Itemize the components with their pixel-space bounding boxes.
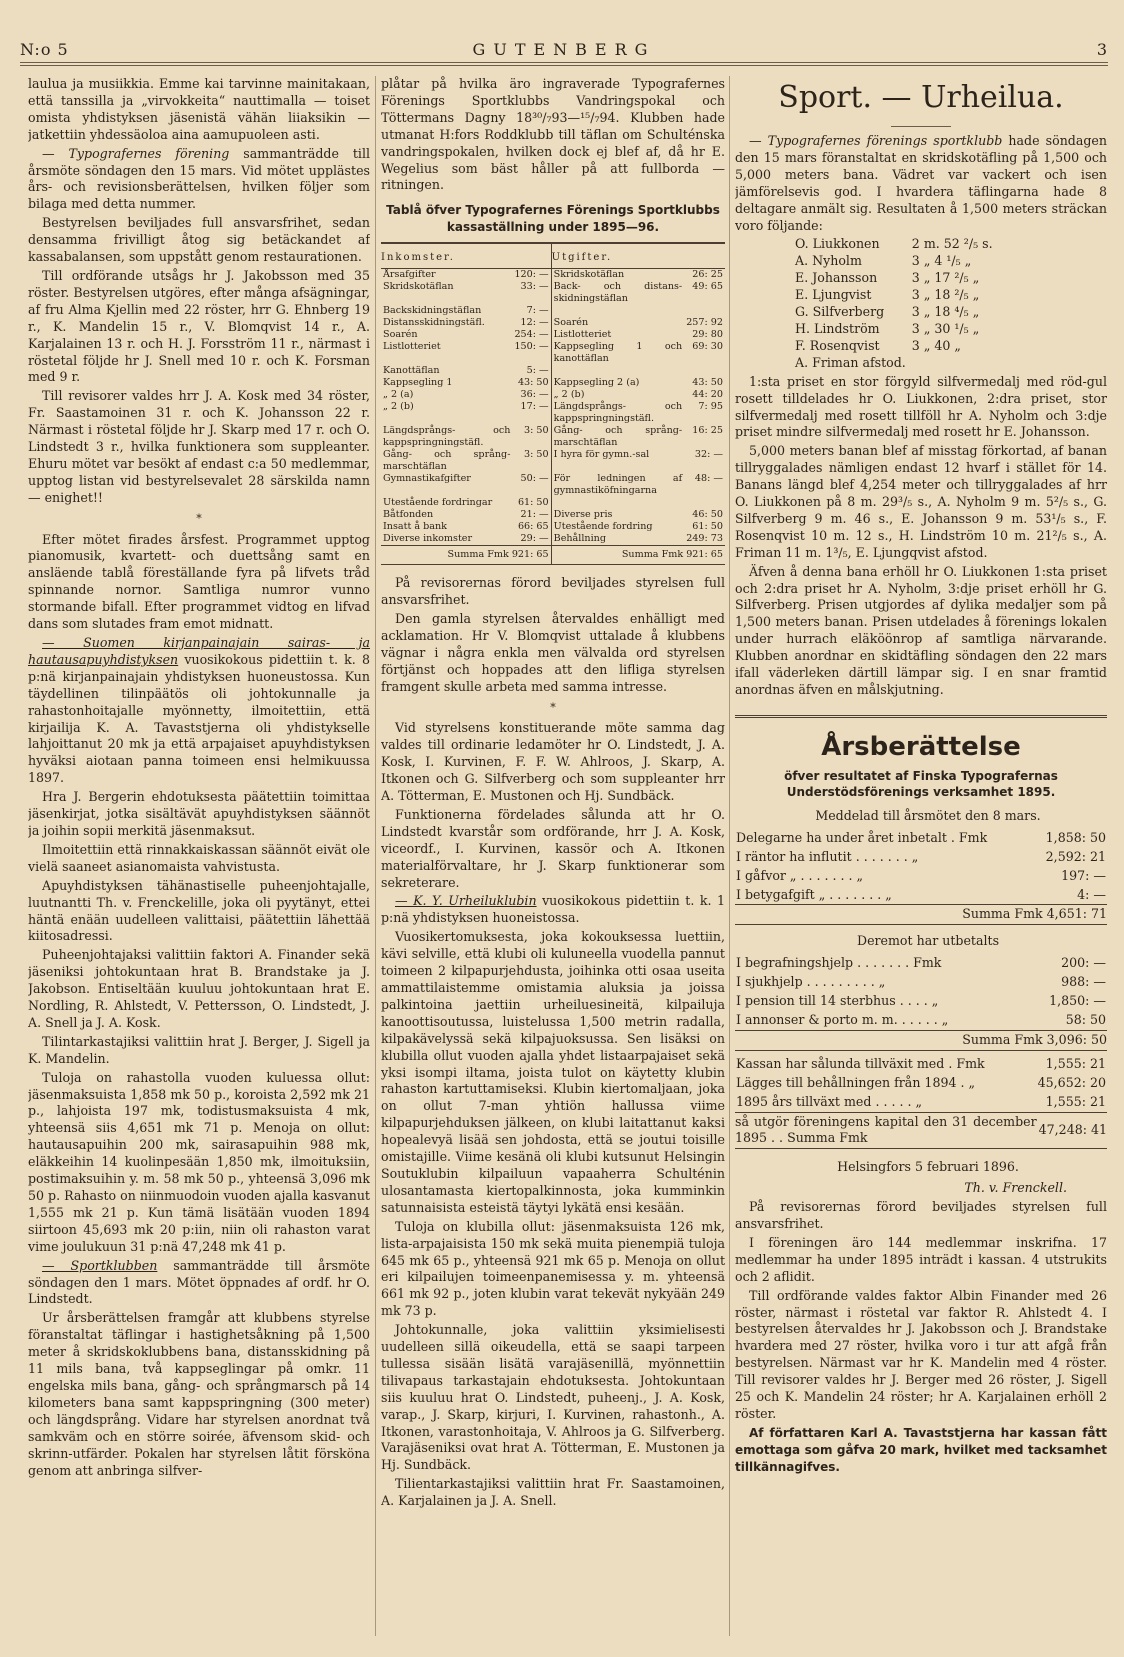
income-label: Längdsprångs- och kappspringningstäfl. bbox=[383, 425, 511, 449]
income-value: 7: — bbox=[512, 305, 551, 317]
income-label: Diverse inkomster bbox=[383, 533, 473, 545]
income-label: Skridskotäflan bbox=[383, 281, 454, 293]
section-star: * bbox=[550, 700, 556, 714]
result-name: F. Rosenqvist bbox=[795, 337, 880, 353]
expense-label: För ledningen af gymnastiköfningarna bbox=[553, 473, 683, 497]
paragraph: Tilientarkastajiksi valittiin hrat Fr. Saastamoinen, A. Karjalainen ja J. A. Snell. bbox=[381, 1476, 725, 1509]
capital-value: 47,248: 41 bbox=[1037, 1112, 1107, 1149]
expense-label: Listlotteriet bbox=[553, 329, 612, 341]
paragraph: Tilintarkastajiksi valittiin hrat J. Berger, J. Sigell ja K. Mandelin. bbox=[28, 1033, 370, 1066]
expense-label: Behållning bbox=[553, 533, 606, 545]
income-value: 21: — bbox=[512, 509, 551, 521]
balance-row bbox=[735, 1055, 1107, 1074]
expense-value bbox=[684, 305, 725, 317]
paragraph: Den gamla styrelsen återvaldes enhälligt med acklamation. Hr V. Blomqvist uttalade å klubbens vägnar i några enkla men välvalda ord styrelsen förtjänst och hoppades att den lifliga styrelsen framgent skulle arbeta med samma intresse. bbox=[381, 610, 725, 694]
place-date: Helsingfors 5 februari 1896. bbox=[837, 1159, 1019, 1175]
expense-value: 16: 25 bbox=[692, 425, 723, 437]
table-row bbox=[381, 509, 725, 521]
paragraph: Till ordförande utsågs hr J. Jakobsson med 35 röster. Bestyrelsen utgöres, efter många afsägningar, af fru Alma Kjellin med 22 röster, hrr G. Ehnberg 19 r., K. Mandelin 15 r., V. Blomqvist 14 r., A. Karjalainen 13 r. och H. J. Forsström 11 r., närmast i röstetal följde hr J. Snell med 10 r. och K. Forsman med 9 r. bbox=[28, 267, 370, 385]
paragraph: Hra J. Bergerin ehdotuksesta päätettiin toimittaa jäsenkirjat, jotka sisältävät apuyhdistyksen säännöt ja joihin sopii merkitä jäsenmaksut. bbox=[28, 789, 370, 838]
section-star: * bbox=[196, 511, 202, 525]
income-label: I betygafgift „ . . . . . . . „ bbox=[736, 886, 892, 902]
paid-value: 58: 50 bbox=[1065, 1011, 1106, 1027]
title-rule bbox=[891, 126, 951, 127]
paragraph bbox=[28, 635, 370, 787]
income-value: 29: — bbox=[512, 533, 551, 546]
article-text: vuosikokous pidettiin t. k. 1 p:nä yhdistyksen huoneistossa. bbox=[381, 893, 725, 926]
income-label: „ 2 (b) bbox=[383, 401, 414, 413]
article-lead: — K. Y. Urheiluklubin bbox=[395, 893, 537, 909]
ledger-table bbox=[381, 242, 725, 565]
table-row bbox=[381, 521, 725, 533]
expense-value: 29: 80 bbox=[692, 329, 723, 341]
article-lead: — Typografernes förenings sportklubb bbox=[749, 133, 1003, 148]
balance-value: 1,555: 21 bbox=[1045, 1055, 1106, 1071]
result-name: O. Liukkonen bbox=[795, 236, 880, 252]
table-row bbox=[381, 401, 725, 425]
paid-label: I begrafningshjelp . . . . . . . Fmk bbox=[736, 955, 942, 971]
expense-label: Kappsegling 2 (a) bbox=[553, 377, 640, 389]
income-label: Delegarne ha under året inbetalt . Fmk bbox=[736, 829, 988, 845]
income-value: 150: — bbox=[512, 341, 551, 365]
income-value: 12: — bbox=[512, 317, 551, 329]
result-row bbox=[795, 321, 999, 338]
expense-value: 43: 50 bbox=[692, 377, 723, 389]
article-lead: — Sportklubben bbox=[42, 1257, 158, 1273]
income-value: 33: — bbox=[512, 281, 551, 305]
expense-value bbox=[684, 365, 725, 377]
paid-value: 200: — bbox=[1061, 955, 1106, 971]
paragraph: Ur årsberättelsen framgår att klubbens styrelse föranstaltat täflingar i hastighetsåkning på 1,500 meter å skridskoklubbens bana, distansskidning på 11 mils bana, två kappseglingar på omkr. 11 engelska mils bana, gång- och språngmarsch på 14 kilometers bana samt kappspringning (300 meter) och längdsprång. Vidare har styrelsen anordnat två samkväm och en större soirée, äfvensom skid- och skrinn-utfärder. Pokalen har styrelsen låtit förskönа genom att anbringa silfver- bbox=[28, 1310, 370, 1478]
paragraph: laulua ja musiikkia. Emme kai tarvinne mainitakaan, että tanssilla ja „virvokkeita“ nauttimalla — toiset omista yhdistyksen jäsenistä vähän liiaksikin — jatkettiin yhdessäoloa aina aamupuoleen asti. bbox=[28, 76, 370, 142]
result-name: A. Nyholm bbox=[795, 253, 862, 269]
table-row bbox=[381, 449, 725, 473]
paid-row bbox=[735, 1011, 1107, 1030]
table-row bbox=[381, 281, 725, 305]
income-label: Soarén bbox=[383, 329, 418, 341]
balance-row bbox=[735, 1093, 1107, 1112]
expense-value: 46: 50 bbox=[692, 509, 723, 521]
result-name: E. Johansson bbox=[795, 270, 878, 286]
paragraph bbox=[28, 1258, 370, 1309]
table-row bbox=[381, 425, 725, 449]
income-row bbox=[735, 886, 1107, 905]
page-header bbox=[20, 36, 1108, 62]
income-value: 197: — bbox=[1061, 867, 1106, 883]
income-row bbox=[735, 848, 1107, 867]
income-label: Listlotteriet bbox=[383, 341, 441, 353]
paragraph: Johtokunnalle, joka valittiin yksimielisesti uudelleen sillä oikeudella, että se saapi tarpeen tullessa sisään lisätä varajäsenillä, myönnettiin tilivapaus tarkastajain ehdotuksesta. Johtokuntaan siis kuuluu hrat O. Lindstedt, puheenj., J. A. Kosk, varap., J. Skarp, kirjuri, I. Kurvinen, rahastonh., A. Itkonen, varastonhoitaja, V. Ahlroos ja G. Silfverberg. Varajäseniksi ovat hrat A. Tötterman, E. Mustonen ja Hj. Sundbäck. bbox=[381, 1322, 725, 1473]
expense-value: 48: — bbox=[694, 473, 723, 485]
income-account bbox=[735, 829, 1107, 926]
income-value: 50: — bbox=[512, 473, 551, 497]
result-row bbox=[795, 287, 999, 304]
masthead-title: GUTENBERG bbox=[472, 40, 656, 59]
issue-number: N:o 5 bbox=[20, 40, 69, 59]
paid-value: 988: — bbox=[1061, 974, 1106, 990]
result-name: H. Lindström bbox=[795, 320, 880, 336]
table-row bbox=[381, 329, 725, 341]
section-rule bbox=[735, 715, 1107, 718]
income-value: 66: 65 bbox=[512, 521, 551, 533]
income-label: Gymnastikafgifter bbox=[383, 473, 471, 485]
income-account-sum: Summa Fmk 4,651: 71 bbox=[735, 905, 1107, 925]
paragraph: Till revisorer valdes hrr J. A. Kosk med 34 röster, Fr. Saastamoinen 31 r. och K. Johansson 22 r. Närmast i röstetal följde hr J. Skarp med 17 r. och O. Lindstedt 3 r., hvilka funktionera som suppleanter. Ehuru mötet var besökt af endast c:a 50 medlemmar, upptog listan vid bestyrelsevalet 28 särskilda namn — enighet!! bbox=[28, 388, 370, 505]
paid-row bbox=[735, 954, 1107, 973]
income-value: 120: — bbox=[512, 269, 551, 282]
paragraph: Till ordförande valdes faktor Albin Finander med 26 röster, närmast i röstetal var faktor R. Ahlstedt 4. I bestyrelsen återvaldes hr J. Jakobsson och J. Brandstake hvardera med 27 röster, hvilka voro i tur att afgå från bestyrelsen. Närmast var hr K. Mandelin med 4 röster. Till revisorer valdes hr J. Berger med 26 röster, J. Sigell 25 och K. Mandelin 24 röster; hr A. Karjalainen erhöll 2 röster. bbox=[735, 1287, 1107, 1421]
paragraph: På revisorernas förord beviljades styrelsen full ansvarsfrihet. bbox=[381, 575, 725, 608]
paid-account-sum: Summa Fmk 3,096: 50 bbox=[735, 1030, 1107, 1050]
article-text: hade söndagen den 15 mars föranstaltat en skridskotäfling på 1,500 och 5,000 meters bana. Vädret var vackert och isen jämförelsevis god. I hvardera täflingarna hade 8 deltagare anmält sig. Resultaten å 1,500 meters sträckan voro följande: bbox=[735, 133, 1107, 233]
expense-label: Soarén bbox=[553, 317, 589, 329]
table-row bbox=[381, 365, 725, 377]
paid-row bbox=[735, 992, 1107, 1011]
paragraph: På revisorernas förord beviljades styrelsen full ansvarsfrihet. bbox=[735, 1199, 1107, 1232]
income-sum: Summa Fmk 921: 65 bbox=[381, 546, 551, 565]
expense-label: Back- och distans-skidningstäflan bbox=[553, 281, 683, 305]
income-value: 17: — bbox=[512, 401, 551, 425]
balance-value: 1,555: 21 bbox=[1045, 1093, 1106, 1109]
result-row bbox=[795, 253, 999, 270]
expense-label: Längdsprångs- och kappspringningstäfl. bbox=[553, 401, 683, 425]
expense-value: 257: 92 bbox=[686, 317, 723, 329]
result-time bbox=[912, 355, 999, 372]
result-row bbox=[795, 355, 999, 372]
income-header: Inkomster. bbox=[381, 243, 551, 269]
result-name: G. Silfverberg bbox=[795, 304, 885, 320]
income-label: Gång- och språng-marschtäflan bbox=[383, 449, 511, 473]
page-number: 3 bbox=[1096, 40, 1108, 59]
expense-label bbox=[551, 497, 684, 509]
income-value: 3: 50 bbox=[512, 425, 551, 449]
result-row bbox=[795, 304, 999, 321]
report-title: Årsberättelse bbox=[821, 731, 1021, 762]
income-value: 3: 50 bbox=[512, 449, 551, 473]
paragraph: Af författaren Karl A. Tavaststjerna har kassan fått emottaga som gåfva 20 mark, hvilket med tacksamhet tillkännagifves. bbox=[735, 1425, 1107, 1474]
income-value: 4: — bbox=[1077, 886, 1106, 902]
capital-label: så utgör föreningens kapital den 31 december 1895 . . Summa Fmk bbox=[735, 1112, 1037, 1149]
income-value: 5: — bbox=[512, 365, 551, 377]
result-name: A. Friman afstod. bbox=[795, 354, 906, 370]
paragraph: Vid styrelsens konstituerande möte samma dag valdes till ordinarie ledamöter hr O. Lindstedt, J. A. Kosk, I. Kurvinen, F. F. W. Ahlroos, J. Skarp, A. Itkonen och G. Silfverberg och som suppleanter hrr A. Tötterman, E. Mustonen och Hj. Sundbäck. bbox=[381, 720, 725, 804]
table-row bbox=[381, 341, 725, 365]
income-value: 43: 50 bbox=[512, 377, 551, 389]
paragraph: 1:sta priset en stor förgyld silfvermedalj med röd-gul rosett tilldelades hr O. Liukkonen, 2:dra priset, stor silfvermedalj med rosett tillföll hr A. Nyholm och 3:dje priset mindre silfvermedalj med rosett hr E. Johansson. bbox=[735, 373, 1107, 440]
income-row bbox=[735, 867, 1107, 886]
paragraph: Äfven å denna bana erhöll hr O. Liukkonen 1:sta priset och 2:dra priset hr A. Nyholm, 3:dje priset erhöll hr G. Silfverberg. Prisen utgjordes af dylika medaljer som på 1,500 meters banan. Prisen utdelades å förenings lokalen under hurrach eläköönrop af samtliga närvarande. Klubben anordnar en skidtäfling söndagen den 22 mars ifall väderleken därtill lämpar sig. I en snar framtid anordnas äfven en målskjutning. bbox=[735, 563, 1107, 697]
income-label: I gåfvor „ . . . . . . . „ bbox=[736, 867, 864, 883]
paid-value: 1,850: — bbox=[1049, 993, 1106, 1009]
article-text: sammanträdde till årsmöte söndagen den 15 mars. Vid mötet upplästes års- och revisionsberättelsen, hvilken följer som bilaga med detta nummer. bbox=[28, 145, 370, 212]
paragraph: Efter mötet firades årsfest. Programmet upptog pianomusik, kvartett- och duettsång samt en ansläende tablå föreställande fyra på lifvets tråd spinnande nornor. Samtliga numror vunno stormande bifall. Efter programmet vidtog en lifvad dans som slutades fram emot midnatt. bbox=[28, 531, 370, 632]
column-3 bbox=[735, 76, 1107, 1644]
income-label: Backskidningstäflan bbox=[383, 305, 482, 317]
expense-label: Skridskotäflan bbox=[553, 269, 625, 281]
table-row bbox=[381, 317, 725, 329]
results-table bbox=[795, 236, 999, 371]
expense-value: 61: 50 bbox=[692, 521, 723, 533]
paragraph: Vuosikertomuksesta, joka kokouksessa luettiin, kävi selville, että klubi oli kuluneella vuodella pannut toimeen 2 kilpapurjehdusta, joihinka otti osaa useita ammattilaistemme omistamia aluksia ja joissa palkintoina jaettiin urheiluesineitä, kilpailuja kanoottisoutussa, luistelussa 1,500 metrin radalla, kilpakävelyssä sekä kilpajuoksussa. Sen lisäksi on klubilla ollut vuoden ajalla yhdet listaarpajaiset sekä yksi isompi iltama, joista tulot on käytetty klubin rahaston kartuttamiseksi. Klubin kiertomaljaan, joka on ollut 7-man yhtiön hallussa viime kilpapurjehduksen jälkeen, on klubi laitattanut kaksi hopealevyä lisää sen johdosta, että se joutui toisille omistajille. Viime kesänä oli klubi kutsunut Helsingin Soutuklubin kilpailuun vapaaherra Schulténin ulosantamasta kiertopalkinnosta, joka kumminkin satunnaisista esteistä täytyi lykätä ensi kesään. bbox=[381, 929, 725, 1215]
expense-label: Diverse pris bbox=[553, 509, 613, 521]
income-label: Båtfonden bbox=[383, 509, 434, 521]
expense-value: 7: 95 bbox=[698, 401, 723, 413]
expense-label: I hyra för gymn.-sal bbox=[553, 449, 650, 461]
expense-label: Kappsegling 1 och kanottäflan bbox=[553, 341, 683, 365]
expense-value: 26: 25 bbox=[692, 269, 723, 281]
table-title: Tablå öfver Typografernes Förenings Sportklubbs kassaställning under 1895—96. bbox=[386, 203, 720, 235]
paid-label: I pension till 14 sterbhus . . . . „ bbox=[736, 993, 939, 1009]
expense-label bbox=[551, 365, 684, 377]
result-time: 3 „ 17 ²/₅ „ bbox=[911, 270, 980, 286]
income-row bbox=[735, 829, 1107, 848]
paragraph: Ilmoitettiin että rinnakkaiskassan säännöt eivät ole vielä saaneet asianomaista vahvistusta. bbox=[28, 841, 370, 874]
paid-heading: Deremot har utbetalts bbox=[856, 933, 1000, 949]
expense-value bbox=[684, 497, 725, 509]
balance-label: Lägges till behållningen från 1894 . „ bbox=[736, 1074, 976, 1090]
paragraph: I föreningen äro 144 medlemmar inskrifna. 17 medlemmar ha under 1895 inträdt i kassan. 4 utstrukits och 2 aflidit. bbox=[735, 1234, 1107, 1284]
table-row bbox=[381, 269, 725, 282]
report-meeting-note: Meddelad till årsmötet den 8 mars. bbox=[815, 807, 1041, 823]
paragraph: Tuloja on klubilla ollut: jäsenmaksuista 126 mk, lista-arpajaisista 150 mk sekä muita pienempiä tuloja 645 mk 65 p., yhteensä 921 mk 65 p. Menoja on ollut eri kilpailujen toimeenpanemisessa y. m. yhteensä 661 mk 92 p., joten klubin varat tekevät nykyään 249 mk 73 p. bbox=[381, 1218, 725, 1319]
paragraph: Puheenjohtajaksi valittiin faktori A. Finander sekä jäseniksi johtokuntaan hrat B. Brandstake ja J. Jakobson. Entiseltään kuuluu johtokuntaan hrat E. Nordling, R. Ahlstedt, V. Pettersson, O. Lindstedt, J. A. Snell ja J. A. Kosk. bbox=[28, 947, 370, 1030]
income-value: 36: — bbox=[512, 389, 551, 401]
article-text: sammanträdde till årsmöte söndagen den 1 mars. Mötet öppnades af ordf. hr O. Lindstedt. bbox=[28, 1257, 370, 1307]
expense-value: 69: 30 bbox=[692, 341, 723, 353]
expense-value: 32: — bbox=[694, 449, 723, 461]
paragraph: Apuyhdistyksen tähänastiselle puheenjohtajalle, luutnantti Th. v. Frenckelille, joka oli pyytänyt, ettei häntä enään uudelleen valittaisi, päätettiin lähettää kiitosadressi. bbox=[28, 877, 370, 944]
table-row bbox=[381, 497, 725, 509]
expense-label: Gång- och språng-marschtäflan bbox=[553, 425, 683, 449]
balance-row bbox=[735, 1074, 1107, 1093]
expense-value: 49: 65 bbox=[692, 281, 723, 293]
report-subtitle: öfver resultatet af Finska Typografernas Understödsförenings verksamhet 1895. bbox=[784, 768, 1058, 799]
table-row bbox=[381, 389, 725, 401]
result-time: 3 „ 40 „ bbox=[911, 337, 961, 353]
paragraph: Tuloja on rahastolla vuoden kuluessa ollut: jäsenmaksuista 1,858 mk 50 p., koroista 2,592 mk 21 p., lahjoista 197 mk, todistusmaksuista 4 mk, yhteensä siis 4,651 mk 71 p. Menoja on ollut: hautausapuihin 200 mk, sairasapuihin 988 mk, eläkkeihin 14 kuolinpesään 1,850 mk, ilmoituksiin, postimaksuihin y. m. 58 mk 50 p., yhteensä 3,096 mk 50 p. Rahasto on niinmuodoin vuoden ajalla kasvanut 1,555 mk 21 p. Kun tämä lisätään vuoden 1894 siirtoon 45,693 mk 20 p:iin, niin oli rahaston varat vime joulukuun 31 p:nä 47,248 mk 41 p. bbox=[28, 1069, 370, 1254]
paragraph bbox=[735, 133, 1107, 234]
result-time: 3 „ 18 ⁴/₅ „ bbox=[911, 304, 980, 320]
result-name: E. Ljungvist bbox=[795, 287, 872, 303]
paragraph: Bestyrelsen beviljades full ansvarsfrihet, sedan densamma frivilligt åtog sig betäckandet af kassabalansen, som uppstått genom restaurationen. bbox=[28, 215, 370, 265]
column-2 bbox=[381, 76, 725, 1644]
expense-label bbox=[551, 305, 684, 317]
paid-row bbox=[735, 973, 1107, 992]
column-divider bbox=[375, 76, 376, 1636]
expense-value: 44: 20 bbox=[692, 389, 723, 401]
expense-label: „ 2 (b) bbox=[553, 389, 585, 401]
result-row bbox=[795, 338, 999, 355]
result-row bbox=[795, 270, 999, 287]
expense-label: Utestående fordring bbox=[553, 521, 653, 533]
column-divider bbox=[729, 76, 730, 1636]
paid-label: I sjukhjelp . . . . . . . . . „ bbox=[736, 974, 886, 990]
paid-account bbox=[735, 954, 1107, 1051]
balance-label: Kassan har sålunda tillväxit med . Fmk bbox=[736, 1055, 985, 1071]
paragraph: Funktionerna fördelades sålunda att hr O. Lindstedt kvarstår som ordförande, hrr J. A. Kosk, viceordf., I. Kurvinen, kassör och A. Itkonen materialförvaltare, hr J. Skarp funktionerar som sekreterare. bbox=[381, 806, 725, 890]
section-title: Sport. — Urheilua. bbox=[778, 80, 1064, 115]
table-row bbox=[381, 473, 725, 497]
paragraph: 5,000 meters banan blef af misstag förkortad, af banan tillryggalades nämligen endast 12 hvarf i stället för 14. Banans längd blef 4,254 meter och tillryggalades af hrr O. Liukkonen på 8 m. 29³/₅ s., A. Nyholm 9 m. 5²/₅ s., G. Silfverberg 9 m. 46 s., E. Johansson 9 m. 53¹/₅ s., F. Rosenqvist 10 m. 12 s., H. Lindström 10 m. 21²/₅ s., A. Friman 11 m. 1³/₅, E. Ljungqvist afstod. bbox=[735, 443, 1107, 560]
income-label: Årsafgifter bbox=[383, 269, 436, 281]
income-label: Kanottäflan bbox=[383, 365, 440, 377]
table-row bbox=[381, 533, 725, 546]
balance-value: 45,652: 20 bbox=[1037, 1074, 1106, 1090]
signature: Th. v. Frenckell. bbox=[964, 1180, 1067, 1196]
income-label: Distansskidningstäfl. bbox=[383, 317, 485, 329]
income-value: 254: — bbox=[512, 329, 551, 341]
expense-header: Utgifter. bbox=[551, 243, 725, 269]
paragraph bbox=[381, 893, 725, 927]
income-label: Insatt å bank bbox=[383, 521, 447, 533]
income-label: Kappsegling 1 bbox=[383, 377, 453, 389]
paragraph: plåtar på hvilka äro ingraverade Typografernes Förenings Sportklubbs Vandringspokal och Töttermans Dagny 18³⁰/₇93—¹⁵/₇94. Klubben hade utmanat H:fors Roddklubb till täflan om Schulténska vandringspokalen, hvilken dock ej blef af, då hr E. Wegelius som bäst håller på att fullborda — ritningen. bbox=[381, 76, 725, 193]
balance-account bbox=[735, 1055, 1107, 1150]
table-row bbox=[381, 305, 725, 317]
header-rule bbox=[20, 62, 1108, 66]
income-label: Utestående fordringar bbox=[383, 497, 493, 509]
paragraph bbox=[28, 146, 370, 214]
paid-label: I annonser & porto m. m. . . . . . „ bbox=[736, 1011, 949, 1027]
result-time: 3 „ 4 ¹/₅ „ bbox=[911, 253, 972, 269]
article-lead: — Suomen kirjanpainajain sairas- ja hautausapuyhdistyksen bbox=[28, 635, 370, 667]
result-row bbox=[795, 236, 999, 253]
income-label: I räntor ha influtit . . . . . . . „ bbox=[736, 848, 919, 864]
expense-value: 249: 73 bbox=[686, 533, 723, 545]
result-time: 2 m. 52 ²/₅ s. bbox=[911, 236, 993, 252]
article-text: vuosikokous pidettiin t. k. 8 p:nä kirjanpainajain yhdistyksen huoneustossa. Kun täydellinen tilinpäätös oli johtokunnalle ja rahastonhoitajalle myönnetty, ilmoitettiin, että kirjailija K. A. Tavaststjerna oli yhdistykselle lahjoittanut 20 mk ja että arpajaiset apuyhdistyksen hyväksi aiotaan panna toimeen ensi helmikuussa 1897. bbox=[28, 651, 370, 786]
income-value: 1,858: 50 bbox=[1045, 829, 1106, 845]
balance-label: 1895 års tillväxt med . . . . . „ bbox=[736, 1093, 922, 1109]
table-row bbox=[381, 377, 725, 389]
result-time: 3 „ 18 ²/₅ „ bbox=[911, 287, 980, 303]
expense-sum: Summa Fmk 921: 65 bbox=[551, 546, 725, 565]
income-value: 61: 50 bbox=[512, 497, 551, 509]
result-time: 3 „ 30 ¹/₅ „ bbox=[911, 320, 980, 336]
column-1 bbox=[28, 76, 370, 1644]
income-label: „ 2 (a) bbox=[383, 389, 414, 401]
article-lead: — Typografernes förening bbox=[42, 145, 230, 161]
income-value: 2,592: 21 bbox=[1045, 848, 1106, 864]
